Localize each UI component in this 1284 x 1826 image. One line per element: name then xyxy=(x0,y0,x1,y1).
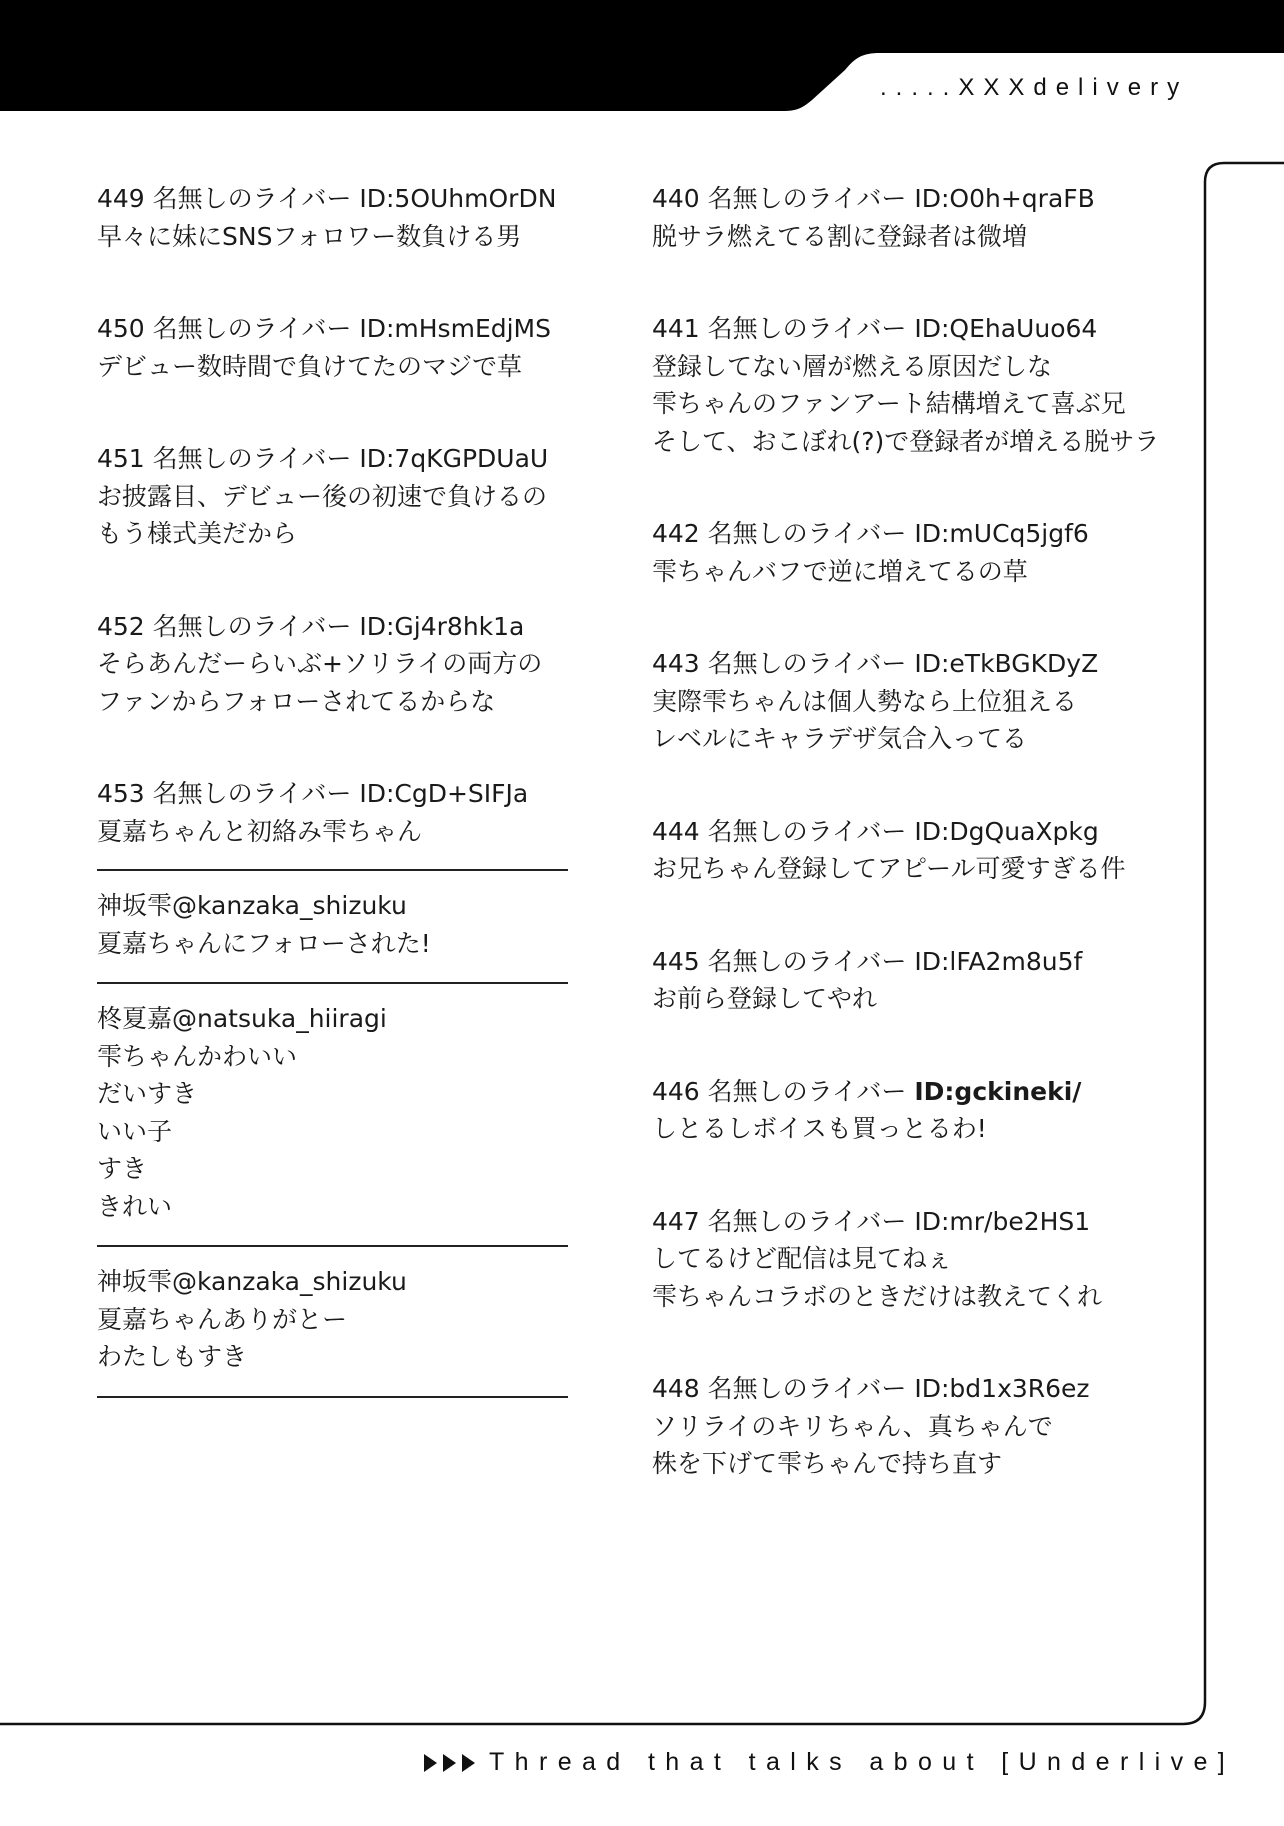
post-header xyxy=(652,1073,1172,1111)
post-body-line: レベルにキャラデザ気合入ってる xyxy=(652,724,1028,753)
post-body-line: 実際雫ちゃんは個人勢なら上位狙える xyxy=(652,686,1078,716)
post-453 xyxy=(97,775,569,850)
post-body-line: 登録してない層が燃える原因だしな xyxy=(652,351,1053,381)
post-446 xyxy=(652,1073,1172,1148)
post-451 xyxy=(97,440,569,553)
play-triangle-icon xyxy=(443,1754,456,1772)
post-440 xyxy=(652,180,1172,255)
post-body-line: もう様式美だから xyxy=(97,519,298,548)
tweet-divider xyxy=(97,1245,568,1247)
post-id: ID:bd1x3R6ez xyxy=(914,1374,1090,1403)
post-id-bold: ID:gckineki/ xyxy=(914,1076,1082,1106)
post-450 xyxy=(97,310,569,385)
post-447 xyxy=(652,1203,1172,1316)
post-header xyxy=(652,1370,1172,1408)
post-441 xyxy=(652,310,1172,460)
post-body-line: デビュー数時間で負けてたのマジで草 xyxy=(97,351,523,381)
post-body-line: 雫ちゃんバフで逆に増えてるの草 xyxy=(652,556,1028,586)
tweet-body-line: きれい xyxy=(97,1191,173,1221)
post-body-line: してるけど配信は見てねぇ xyxy=(652,1244,953,1273)
post-body-line: 雫ちゃんコラボのときだけは教えてくれ xyxy=(652,1281,1103,1311)
post-id: ID:mr/be2HS1 xyxy=(914,1206,1091,1236)
footer-arrows xyxy=(424,1754,475,1772)
post-number-name: 442 名無しのライバー xyxy=(652,519,915,548)
post-header: 452 名無しのライバー ID:Gj4r8hk1a xyxy=(97,611,525,641)
tweet-body-line: だいすき xyxy=(97,1079,198,1108)
tweet-body-line: いい子 xyxy=(97,1116,173,1146)
post-id: ID:lFA2m8u5f xyxy=(914,946,1083,976)
post-header xyxy=(652,1203,1172,1241)
post-442 xyxy=(652,515,1172,590)
post-number-name: 444 名無しのライバー xyxy=(652,816,915,846)
post-number-name: 440 名無しのライバー xyxy=(652,184,915,213)
post-id: ID:DgQuaXpkg xyxy=(914,816,1099,846)
tweet-kanzaka-2 xyxy=(97,1263,569,1376)
post-id: ID:QEhaUuo64 xyxy=(914,314,1098,343)
tweet-author: 柊夏嘉@natsuka_hiiragi xyxy=(97,1004,387,1033)
post-body-line: そらあんだーらいぶ+ソリライの両方の xyxy=(97,649,543,678)
post-445 xyxy=(652,943,1172,1018)
left-column xyxy=(97,180,569,1398)
post-header xyxy=(652,310,1172,348)
tweet-divider xyxy=(97,982,568,984)
post-body-line: しとるしボイスも買っとるわ! xyxy=(652,1114,987,1143)
post-number-name: 443 名無しのライバー xyxy=(652,649,915,678)
post-444 xyxy=(652,813,1172,888)
footer-text: Thread that talks about [Underlive] xyxy=(489,1748,1236,1776)
tweet-body-line: 雫ちゃんかわいい xyxy=(97,1041,298,1071)
post-443 xyxy=(652,645,1172,758)
tweet-author: 神坂雫@kanzaka_shizuku xyxy=(97,1267,407,1296)
post-number-name: 445 名無しのライバー xyxy=(652,946,915,976)
post-header: 451 名無しのライバー ID:7qKGPDUaU xyxy=(97,444,549,473)
tweet-natsuka xyxy=(97,1000,569,1225)
tweet-body-line: わたしもすき xyxy=(97,1342,248,1371)
post-header: 449 名無しのライバー ID:5OUhmOrDN xyxy=(97,184,557,213)
post-id: ID:O0h+qraFB xyxy=(914,184,1095,213)
post-header xyxy=(652,515,1172,553)
play-triangle-icon xyxy=(424,1754,437,1772)
post-449 xyxy=(97,180,569,255)
right-column xyxy=(652,180,1172,1483)
post-number-name: 448 名無しのライバー xyxy=(652,1374,915,1403)
footer xyxy=(424,1748,1235,1777)
post-header: 450 名無しのライバー ID:mHsmEdjMS xyxy=(97,314,551,343)
post-number-name: 447 名無しのライバー xyxy=(652,1206,915,1236)
tweet-body-line: 夏嘉ちゃんありがとー xyxy=(97,1304,348,1334)
post-body-line: 株を下げて雫ちゃんで持ち直す xyxy=(652,1449,1003,1478)
tweet-body-line: すき xyxy=(97,1154,148,1183)
post-number-name: 446 名無しのライバー xyxy=(652,1076,915,1106)
post-body-line: お披露目、デビュー後の初速で負けるの xyxy=(97,481,548,511)
post-header xyxy=(652,645,1172,683)
post-header xyxy=(652,943,1172,981)
tweet-kanzaka-1 xyxy=(97,887,569,962)
post-body-line: ソリライのキリちゃん、真ちゃんで xyxy=(652,1411,1053,1441)
post-452 xyxy=(97,608,569,721)
post-header xyxy=(652,813,1172,851)
tweet-divider xyxy=(97,1396,568,1398)
post-body-line: お前ら登録してやれ xyxy=(652,984,878,1013)
post-id: ID:eTkBGKDyZ xyxy=(914,649,1099,678)
post-body-line: 夏嘉ちゃんと初絡み雫ちゃん xyxy=(97,816,423,846)
post-body-line: お兄ちゃん登録してアピール可愛すぎる件 xyxy=(652,854,1126,883)
post-id: ID:mUCq5jgf6 xyxy=(914,519,1089,548)
post-body-line: 脱サラ燃えてる割に登録者は微増 xyxy=(652,221,1028,251)
post-body-line: そして、おこぼれ(?)で登録者が増える脱サラ xyxy=(652,426,1160,456)
post-number-name: 441 名無しのライバー xyxy=(652,314,915,343)
post-body-line: 早々に妹にSNSフォロワー数負ける男 xyxy=(97,221,522,251)
post-448 xyxy=(652,1370,1172,1483)
play-triangle-icon xyxy=(462,1754,475,1772)
post-body-line: 雫ちゃんのファンアート結構増えて喜ぶ兄 xyxy=(652,389,1126,418)
tweet-body-line: 夏嘉ちゃんにフォローされた! xyxy=(97,928,431,958)
post-header: 453 名無しのライバー ID:CgD+SIFJa xyxy=(97,779,529,808)
tweet-author: 神坂雫@kanzaka_shizuku xyxy=(97,891,407,920)
header-title: .....XXXdelivery xyxy=(880,74,1189,101)
post-header xyxy=(652,180,1172,218)
tweet-divider xyxy=(97,869,568,871)
post-body-line: ファンからフォローされてるからな xyxy=(97,686,496,716)
